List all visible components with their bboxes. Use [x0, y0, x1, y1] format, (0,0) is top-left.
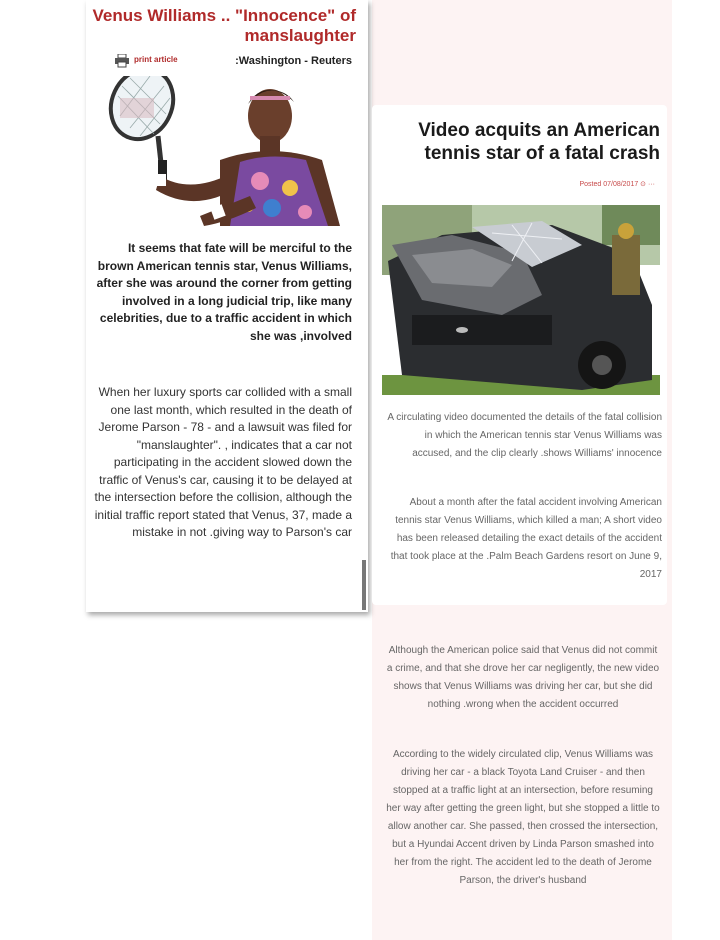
- body-paragraph: When her luxury sports car collided with a small one last month, which resulted in the death of Jerome Parson - 78 - and a lawsuit was filed for "manslaughter". , indicates that a car not participating in the accident slowed down the traffic of Venus's car, causing it to be delayed at the intersection before the collision, although the initial traffic report stated that Venus, 37, made a mistake in not .giving way to Parson's car: [94, 385, 352, 539]
- posted-date: Posted 07/08/2017 ⊙ ···: [579, 181, 655, 188]
- print-article-link[interactable]: print article: [134, 55, 178, 64]
- tennis-player-photo: [100, 76, 358, 226]
- lead-paragraph: It seems that fate will be merciful to the brown American tennis star, Venus Williams, after she was around the corner from getting involved in a long judicial trip, like many celebrities, due to a traffic accident in which she was ,involved: [96, 241, 352, 343]
- left-article-title: Venus Williams .. "Innocence" of manslaughter: [92, 6, 356, 45]
- scrollbar-thumb[interactable]: [362, 560, 366, 610]
- article-meta-row: [114, 54, 360, 72]
- paragraph-3: Although the American police said that Venus did not commit a crime, and that she drove her car negligently, the new video shows that Venus Williams was driving her car, but she did nothing .wrong when the accident occurred: [386, 645, 660, 710]
- dateline: :Washington - Reuters: [235, 55, 352, 67]
- paragraph-4: According to the widely circulated clip, Venus Williams was driving her car - a black Toyota Land Cruiser - and then stopped at a traffic light at an intersection, before resuming her way after getting the green light, but she stopped a little to allow another car. She passed, then crossed the intersection, but a Hyundai Accent driven by Linda Parson smashed into her from the right. The accident led to the death of Jerome Parson, the driver's husband: [386, 749, 660, 886]
- right-article-title: Video acquits an American tennis star of a fatal crash: [418, 120, 660, 164]
- paragraph-1: A circulating video documented the details of the fatal collision in which the American tennis star Venus Williams was accused, and the clip clearly .shows Williams' innocence: [387, 412, 662, 459]
- left-article-clipping: [86, 0, 368, 612]
- right-article-clipping: [372, 105, 667, 605]
- printer-icon[interactable]: [114, 54, 130, 68]
- paragraph-2: About a month after the fatal accident involving American tennis star Venus Williams, which killed a man; A short video has been released detailing the exact details of the accident that took place at the .Palm Beach Gardens resort on June 9, 2017: [390, 497, 662, 580]
